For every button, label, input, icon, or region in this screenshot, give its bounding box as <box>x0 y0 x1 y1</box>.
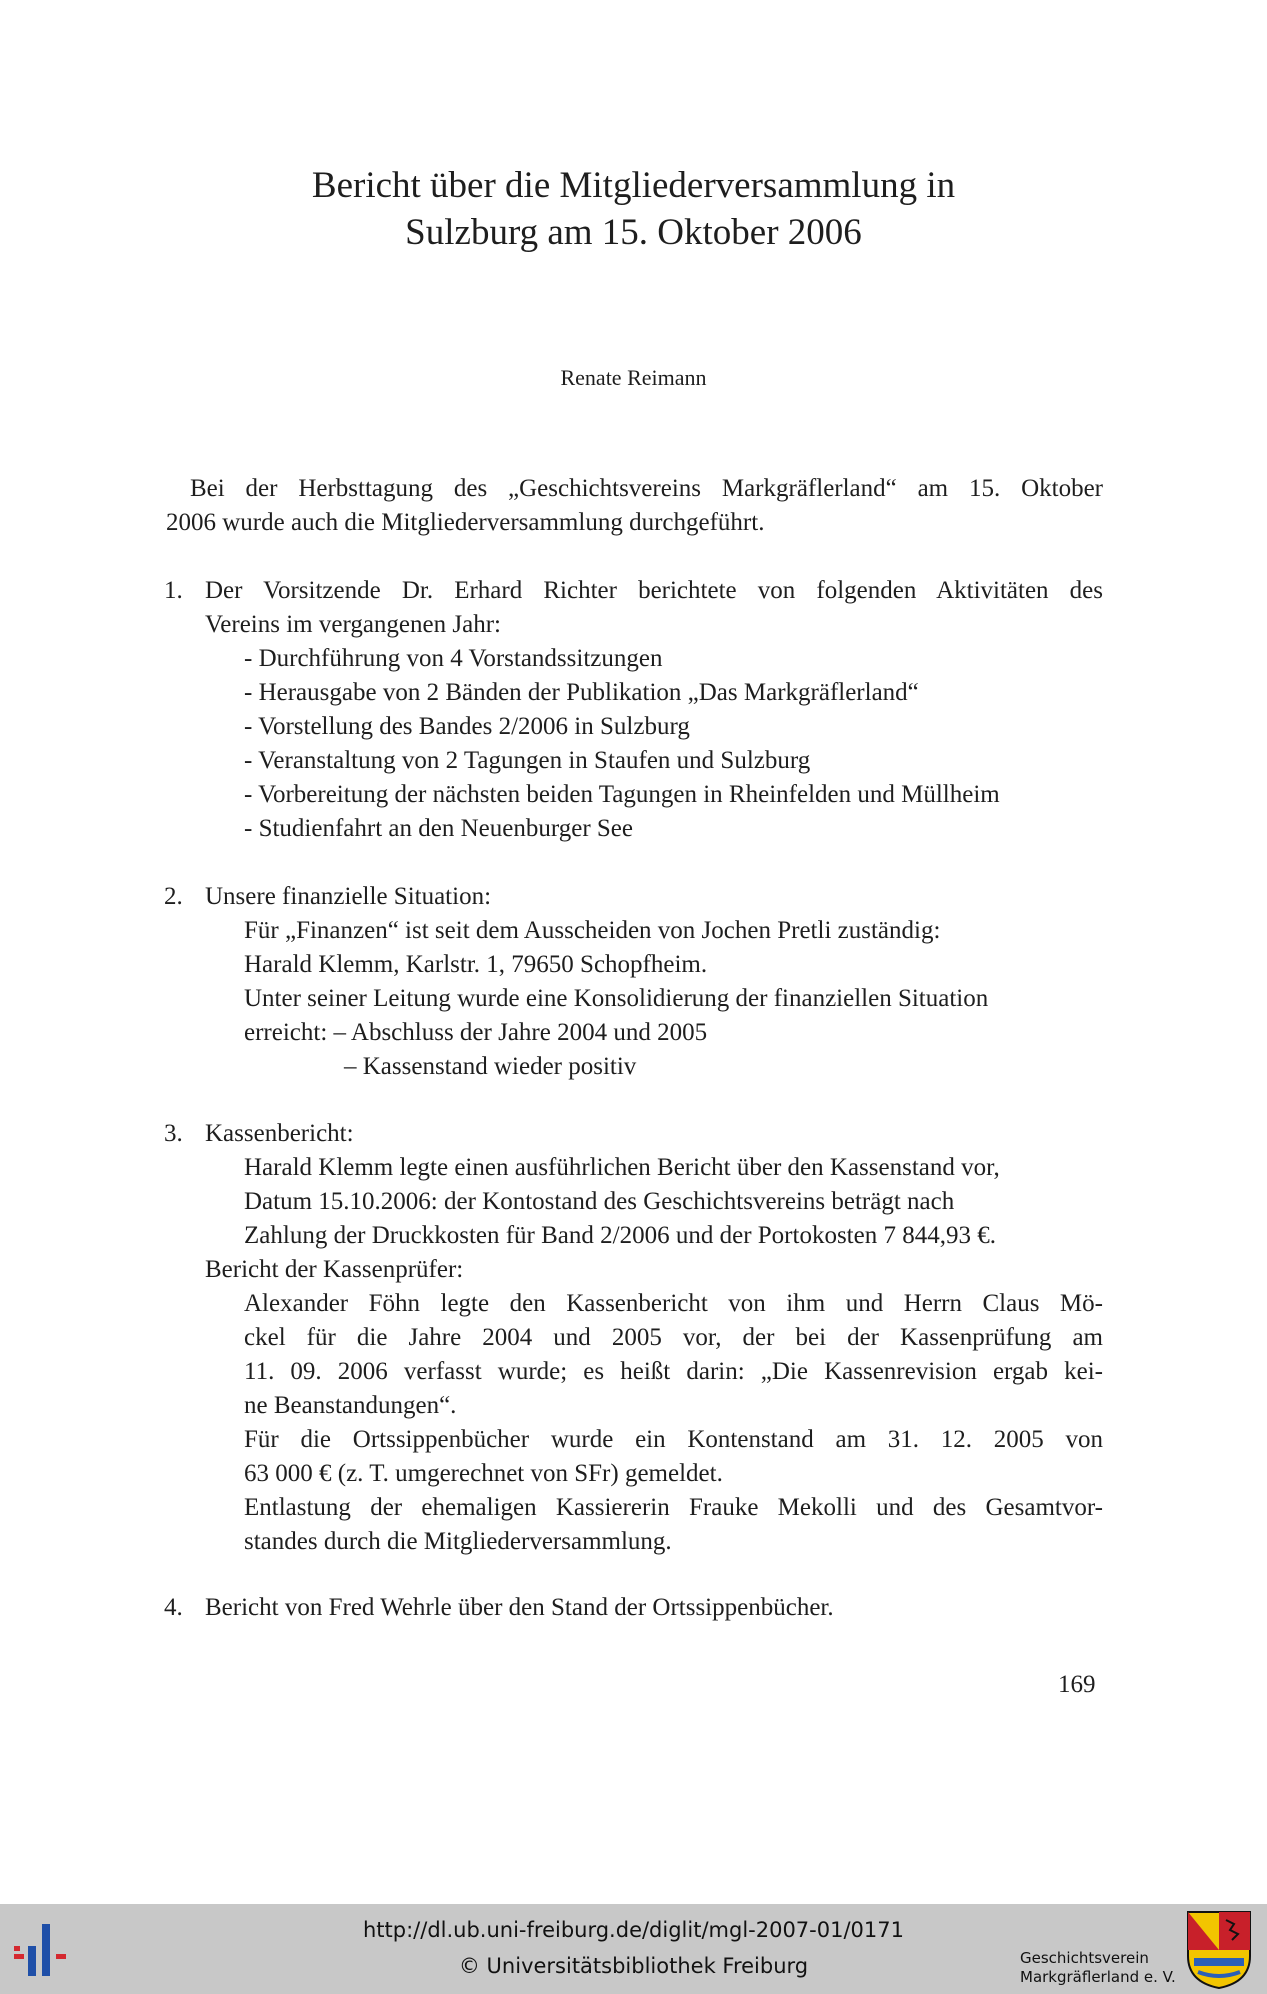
section-3-line-5: ckel für die Jahre 2004 und 2005 vor, der bei der Kassenprüfung am <box>244 1324 1103 1351</box>
footer-bar <box>0 1904 1267 1994</box>
section-4-number: 4. <box>164 1594 183 1621</box>
activity-list-item: - Vorstellung des Bandes 2/2006 in Sulzburg <box>244 713 690 740</box>
section-2-line-5: – Kassenstand wieder positiv <box>344 1053 637 1080</box>
section-3-line-1: Harald Klemm legte einen ausführlichen Bericht über den Kassenstand vor, <box>244 1154 1000 1181</box>
section-3-line-9: 63 000 € (z. T. umgerechnet von SFr) gemeldet. <box>244 1460 723 1487</box>
section-1-number: 1. <box>164 577 183 604</box>
section-2-line-2: Harald Klemm, Karlstr. 1, 79650 Schopfheim. <box>244 951 708 978</box>
footer-org-line-2: Markgräflerland e. V. <box>1020 1968 1176 1986</box>
section-3-line-3: Zahlung der Druckkosten für Band 2/2006 und der Portokosten 7 844,93 €. <box>244 1222 996 1249</box>
section-3-heading: Kassenbericht: <box>205 1120 354 1147</box>
footer-url-link[interactable]: http://dl.ub.uni-freiburg.de/diglit/mgl-2007-01/0171 <box>362 1918 904 1942</box>
section-3-line-2: Datum 15.10.2006: der Kontostand des Geschichtsvereins beträgt nach <box>244 1188 955 1215</box>
section-2-line-4: erreicht: – Abschluss der Jahre 2004 und 2005 <box>244 1019 708 1046</box>
section-2-heading: Unsere finanzielle Situation: <box>205 883 492 910</box>
activity-list-item: - Herausgabe von 2 Bänden der Publikation „Das Markgräflerland“ <box>244 679 919 706</box>
section-2-line-1: Für „Finanzen“ ist seit dem Ausscheiden von Jochen Pretli zuständig: <box>244 917 941 944</box>
section-3-line-8: Für die Ortssippenbücher wurde ein Kontenstand am 31. 12. 2005 von <box>244 1426 1103 1453</box>
intro-line-1: Bei der Herbsttagung des „Geschichtsvereins Markgräflerland“ am 15. Oktober <box>190 475 1103 502</box>
section-4-line-1: Bericht von Fred Wehrle über den Stand der Ortssippenbücher. <box>205 1594 834 1621</box>
activity-list-item: - Veranstaltung von 2 Tagungen in Staufen und Sulzburg <box>244 747 811 774</box>
intro-line-2: 2006 wurde auch die Mitgliederversammlung durchgeführt. <box>166 509 765 536</box>
section-2-number: 2. <box>164 883 183 910</box>
section-1-line-1: Der Vorsitzende Dr. Erhard Richter berichtete von folgenden Aktivitäten des <box>205 577 1103 604</box>
section-3-number: 3. <box>164 1120 183 1147</box>
section-3-line-6: 11. 09. 2006 verfasst wurde; es heißt darin: „Die Kassenrevision ergab kei- <box>244 1358 1103 1385</box>
section-2-line-3: Unter seiner Leitung wurde eine Konsolidierung der finanziellen Situation <box>244 985 989 1012</box>
title-line-1: Bericht über die Mitgliederversammlung in <box>311 165 956 206</box>
section-3-line-11: standes durch die Mitgliederversammlung. <box>244 1528 672 1555</box>
section-3-line-10: Entlastung der ehemaligen Kassiererin Frauke Mekolli und des Gesamtvor- <box>244 1494 1103 1521</box>
footer-org-line-1: Geschichtsverein <box>1020 1949 1149 1967</box>
footer-organization <box>1020 1949 1176 1987</box>
section-3-subheading: Bericht der Kassenprüfer: <box>205 1256 464 1283</box>
activity-list-item: - Durchführung von 4 Vorstandssitzungen <box>244 645 663 672</box>
activity-list-item: - Vorbereitung der nächsten beiden Tagungen in Rheinfelden und Müllheim <box>244 781 1000 808</box>
coat-of-arms-icon <box>1186 1910 1252 1990</box>
section-3-line-7: ne Beanstandungen“. <box>244 1392 457 1419</box>
footer-copyright: © Universitätsbibliothek Freiburg <box>458 1954 809 1978</box>
page-title <box>0 162 1267 256</box>
section-1-line-2: Vereins im vergangenen Jahr: <box>205 611 501 638</box>
title-line-2: Sulzburg am 15. Oktober 2006 <box>405 212 862 253</box>
section-3-line-4: Alexander Föhn legte den Kassenbericht von ihm und Herrn Claus Mö- <box>244 1290 1103 1317</box>
author-name: Renate Reimann <box>560 365 707 390</box>
page-number: 169 <box>1058 1671 1096 1698</box>
activity-list-item: - Studienfahrt an den Neuenburger See <box>244 815 633 842</box>
